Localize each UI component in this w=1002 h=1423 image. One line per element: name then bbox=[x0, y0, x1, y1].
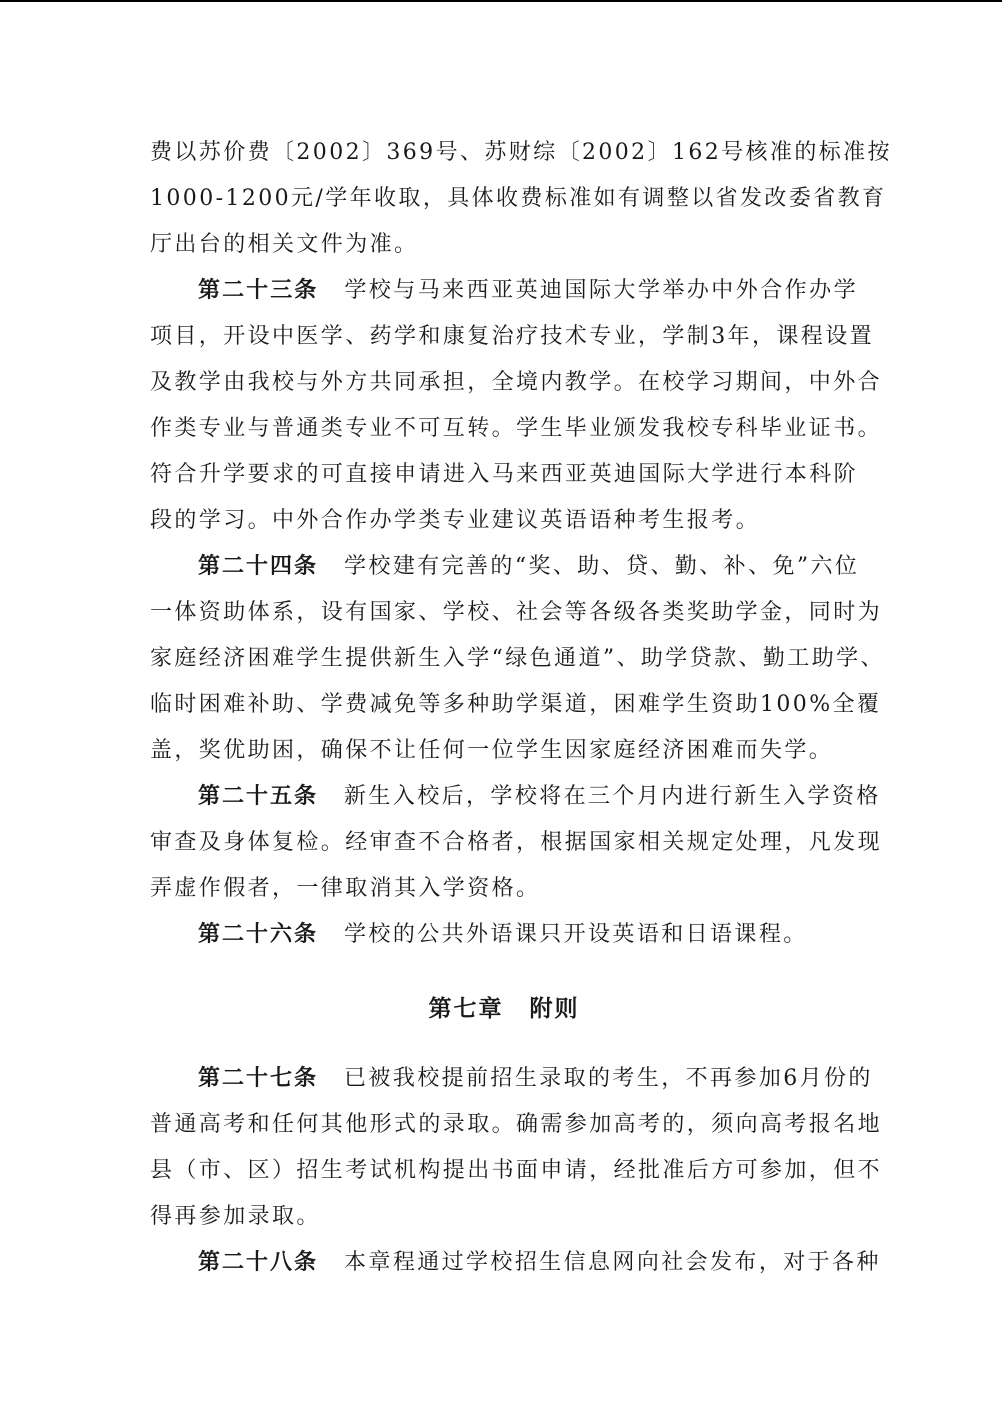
article-label: 第二十三条 bbox=[198, 278, 319, 303]
text-line: 得再参加录取。 bbox=[150, 1204, 321, 1229]
article-27 bbox=[150, 1056, 883, 1240]
text-line: 家庭经济困难学生提供新生入学“绿色通道”、助学贷款、勤工助学、 bbox=[150, 646, 885, 671]
article-24 bbox=[150, 544, 885, 774]
article-label: 第二十四条 bbox=[198, 554, 319, 579]
document-page bbox=[150, 130, 892, 1286]
text-line: 盖，奖优助困，确保不让任何一位学生因家庭经济困难而失学。 bbox=[150, 738, 834, 763]
continuation-paragraph bbox=[150, 130, 892, 268]
text-line: 项目，开设中医学、药学和康复治疗技术专业，学制3年，课程设置 bbox=[150, 324, 874, 349]
text-line: 本章程通过学校招生信息网向社会发布，对于各种 bbox=[344, 1250, 881, 1275]
text-line: 已被我校提前招生录取的考生，不再参加6月份的 bbox=[344, 1066, 873, 1091]
text-line: 一体资助体系，设有国家、学校、社会等各级各类奖助学金，同时为 bbox=[150, 600, 883, 625]
article-25 bbox=[150, 774, 883, 912]
chapter-number: 第七章 bbox=[428, 996, 504, 1022]
page-top-border bbox=[0, 0, 1002, 2]
text-line: 及教学由我校与外方共同承担，全境内教学。在校学习期间，中外合 bbox=[150, 370, 883, 395]
article-23 bbox=[150, 268, 883, 544]
text-line: 厅出台的相关文件为准。 bbox=[150, 232, 419, 257]
text-line: 费以苏价费〔2002〕369号、苏财综〔2002〕162号核准的标准按 bbox=[150, 140, 892, 165]
text-line: 作类专业与普通类专业不可互转。学生毕业颁发我校专科毕业证书。 bbox=[150, 416, 883, 441]
text-line: 学校的公共外语课只开设英语和日语课程。 bbox=[344, 922, 808, 947]
text-line: 临时困难补助、学费减免等多种助学渠道，困难学生资助100%全覆 bbox=[150, 692, 882, 717]
article-28 bbox=[150, 1240, 881, 1286]
text-line: 学校建有完善的“奖、助、贷、勤、补、免”六位 bbox=[344, 554, 860, 579]
text-line: 符合升学要求的可直接申请进入马来西亚英迪国际大学进行本科阶 bbox=[150, 462, 858, 487]
chapter-heading bbox=[150, 986, 858, 1032]
text-line: 县（市、区）招生考试机构提出书面申请，经批准后方可参加，但不 bbox=[150, 1158, 883, 1183]
article-label: 第二十八条 bbox=[198, 1250, 319, 1275]
text-line: 学校与马来西亚英迪国际大学举办中外合作办学 bbox=[344, 278, 858, 303]
text-line: 段的学习。中外合作办学类专业建议英语语种考生报考。 bbox=[150, 508, 761, 533]
article-label: 第二十六条 bbox=[198, 922, 319, 947]
text-line: 审查及身体复检。经审查不合格者，根据国家相关规定处理，凡发现 bbox=[150, 830, 883, 855]
chapter-title: 附则 bbox=[529, 996, 580, 1022]
text-line: 1000-1200元/学年收取，具体收费标准如有调整以省发改委省教育 bbox=[150, 186, 887, 211]
text-line: 新生入校后，学校将在三个月内进行新生入学资格 bbox=[344, 784, 881, 809]
text-line: 弄虚作假者，一律取消其入学资格。 bbox=[150, 876, 541, 901]
text-line: 普通高考和任何其他形式的录取。确需参加高考的，须向高考报名地 bbox=[150, 1112, 883, 1137]
article-label: 第二十五条 bbox=[198, 784, 319, 809]
article-label: 第二十七条 bbox=[198, 1066, 319, 1091]
article-26 bbox=[150, 912, 858, 958]
